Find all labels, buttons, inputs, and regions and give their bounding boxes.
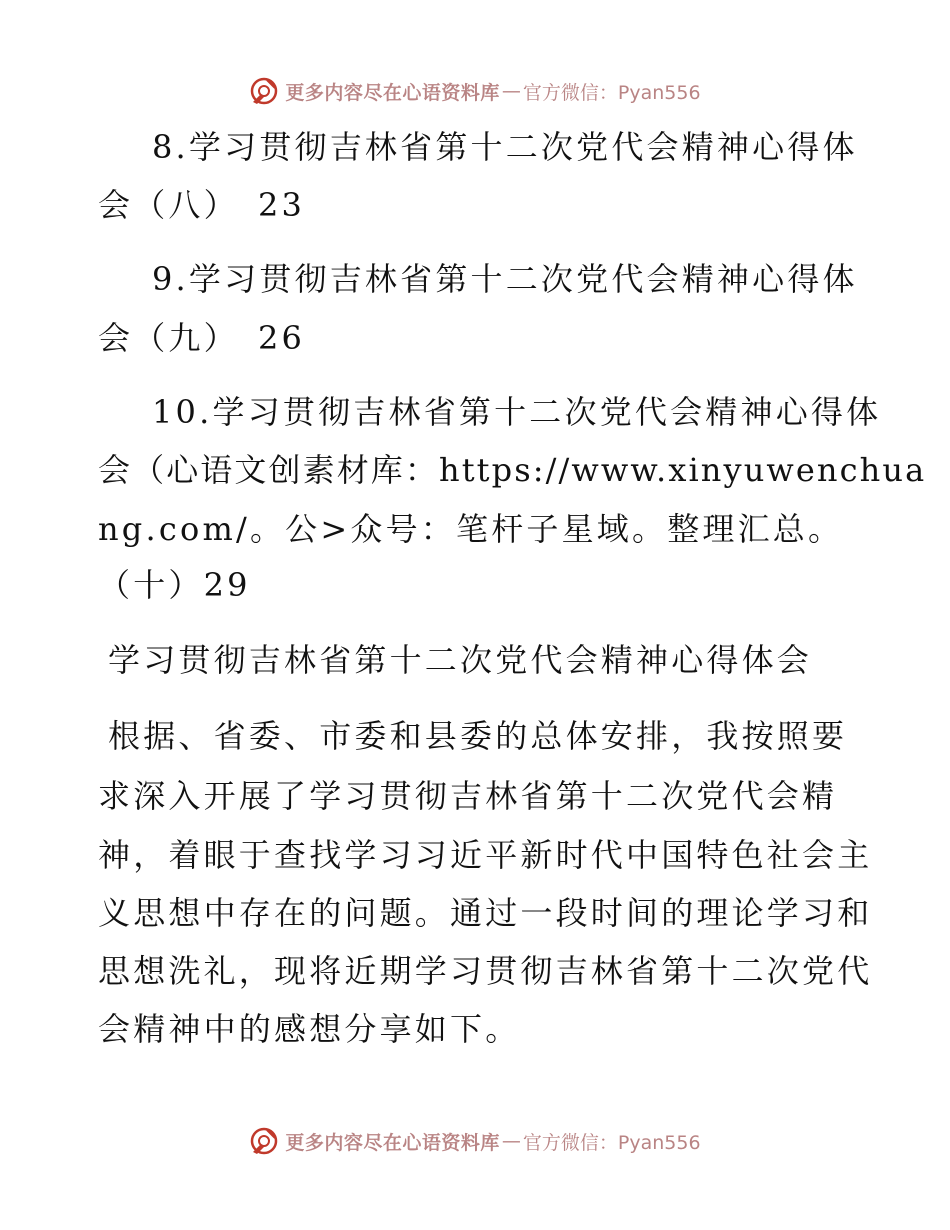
toc-item-8-line2: 会（八） 23 [98,186,306,224]
body-line-2: 求深入开展了学习贯彻吉林省第十二次党代会精 [98,777,838,815]
toc-item-9-line2: 会（九） 26 [98,319,306,357]
body-line-1: 根据、省委、市委和县委的总体安排，我按照要 [108,717,848,755]
footer-wechat-text: 官方微信：Pyan556 [522,1131,701,1154]
banner-wechat-text: 官方微信：Pyan556 [522,81,701,104]
pen-logo-icon [249,1126,279,1156]
body-line-4: 义思想中存在的问题。通过一段时间的理论学习和 [98,894,873,932]
toc-item-9-line1: 9.学习贯彻吉林省第十二次党代会精神心得体 [152,260,858,298]
body-line-5: 思想洗礼，现将近期学习贯彻吉林省第十二次党代 [98,952,873,990]
banner-separator: — [501,80,521,102]
toc-item-10-line2: 会（心语文创素材库：https://www.xinyuwenchua [98,451,927,489]
section-title: 学习贯彻吉林省第十二次党代会精神心得体会 [108,641,813,679]
footer-main-text: 更多内容尽在心语资料库 [285,1131,500,1154]
footer-banner [0,1124,950,1158]
toc-item-10-line3: ng.com/。公>众号：笔杆子星域。整理汇总。 [98,510,844,548]
footer-separator: — [501,1130,521,1152]
toc-item-10-line4: （十）29 [98,566,251,604]
banner-main-text: 更多内容尽在心语资料库 [285,81,500,104]
toc-item-10-line1: 10.学习贯彻吉林省第十二次党代会精神心得体 [152,393,882,431]
body-line-6: 会精神中的感想分享如下。 [98,1010,521,1048]
header-banner [0,74,950,108]
toc-item-8-line1: 8.学习贯彻吉林省第十二次党代会精神心得体 [152,128,858,166]
pen-logo-icon [249,76,279,106]
body-line-3: 神，着眼于查找学习习近平新时代中国特色社会主 [98,836,873,874]
